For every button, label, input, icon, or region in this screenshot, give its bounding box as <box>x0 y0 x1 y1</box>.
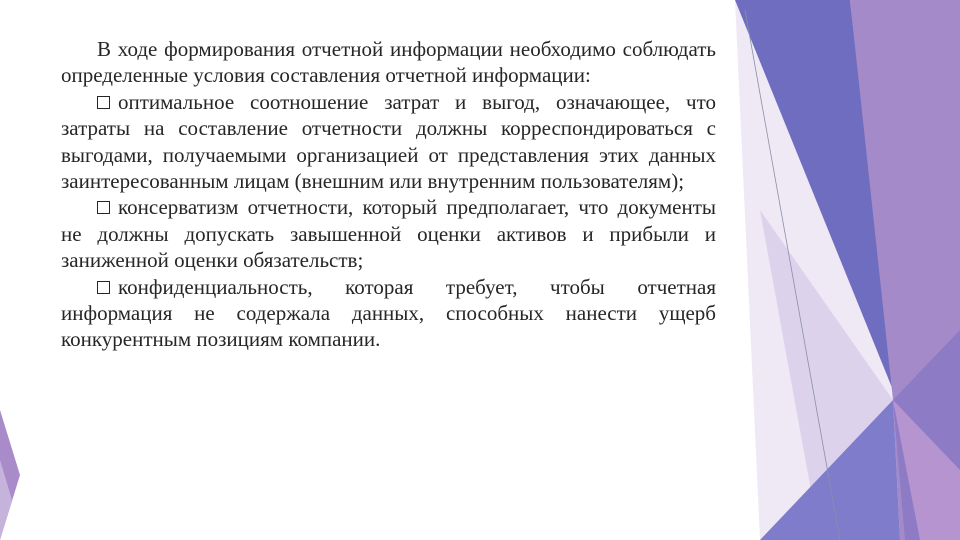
checkbox-square-icon <box>97 201 110 214</box>
bullet-item <box>61 194 716 273</box>
checkbox-square-icon <box>97 96 110 109</box>
bullet-text: консерватизм отчетности, который предполагает, что документы не должны допускать завышенной оценки активов и прибыли и заниженной оценки обязательств; <box>61 195 716 273</box>
intro-paragraph: В ходе формирования отчетной информации необходимо соблюдать определенные условия составления отчетной информации: <box>61 37 716 88</box>
bullet-item <box>61 274 716 353</box>
checkbox-square-icon <box>97 281 110 294</box>
bullet-text: оптимальное соотношение затрат и выгод, означающее, что затраты на составление отчетности должны корреспондироваться с выгодами, получаемыми организацией от представления этих данных заинтересованным лицам (внешним или внутренним пользователям); <box>61 89 716 194</box>
bullet-item <box>61 89 716 195</box>
bullet-text: конфиденциальность, которая требует, чтобы отчетная информация не содержала данных, способных нанести ущерб конкурентным позициям компании. <box>61 274 716 352</box>
slide-body <box>61 36 716 353</box>
